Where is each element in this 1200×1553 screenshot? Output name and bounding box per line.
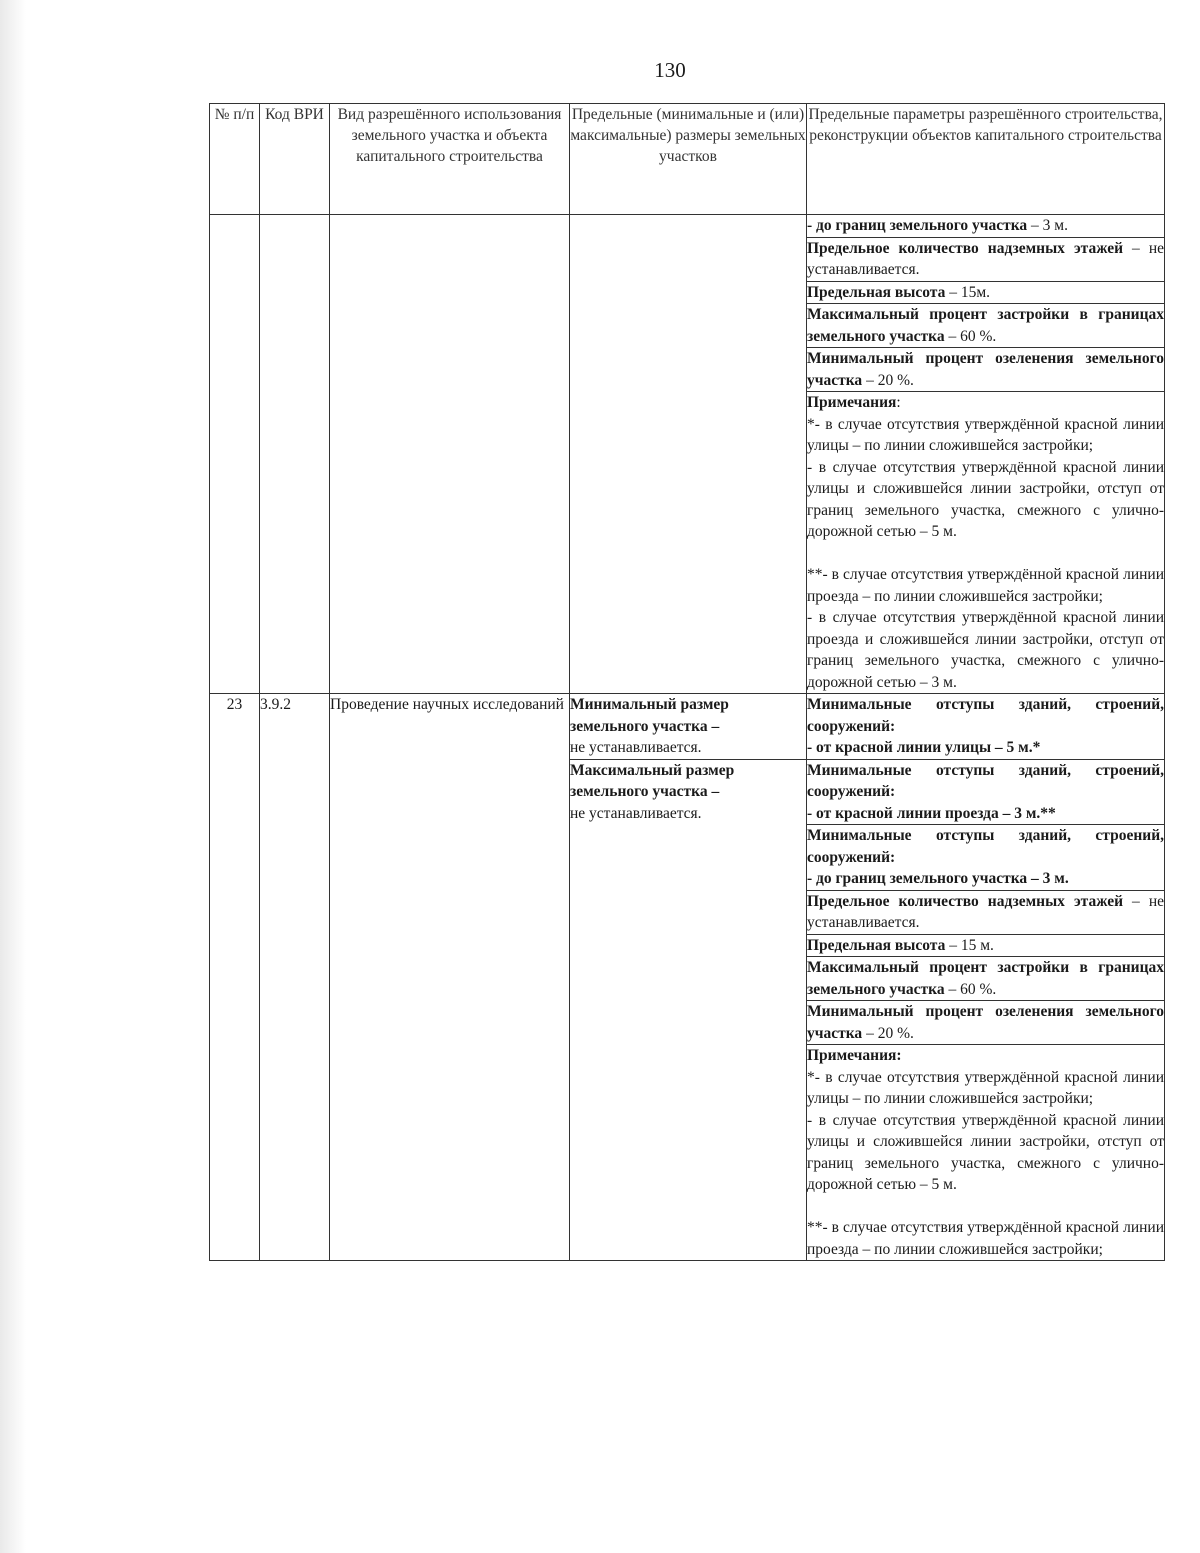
regulations-table (209, 103, 1165, 1261)
note-text: **- в случае отсутствия утверждённой красной линии проезда – по линии сложившейся застройки; (807, 1219, 1164, 1258)
cont-num-cell (210, 215, 260, 694)
param-cell: Минимальный процент озеленения земельного участка – 20 %. (807, 348, 1165, 392)
scan-edge-shadow (0, 0, 26, 1553)
param-cell: Предельная высота – 15м. (807, 281, 1165, 304)
row-kind: Проведение научных исследований (330, 694, 570, 1261)
notes-cell: Примечания: *- в случае отсутствия утверждённой красной линии улицы – по линии сложившейся застройки; - в случае отсутствия утверждённой красной линии улицы и сложившейся линии застройки, отступ от границ земельного участка, смежного с улично-дорожной сетью – 5 м. **- в случае отсутствия утверждённой красной линии проезда – по линии сложившейся застройки; - в случае отсутствия утверждённой красной линии проезда и сложившейся линии застройки, отступ от границ земельного участка, смежного с улично-дорожной сетью – 3 м. (807, 392, 1165, 694)
min-size-cell: Минимальный размер земельного участка – не устанавливается. (570, 694, 807, 760)
notes-cell (807, 1045, 1165, 1261)
notes-title: Примечания: (807, 1047, 902, 1064)
table-row (210, 694, 1165, 760)
note-text: **- в случае отсутствия утверждённой красной линии проезда – по линии сложившейся застройки; (807, 566, 1164, 605)
param-cell: Минимальные отступы зданий, строений, сооружений: - от красной линии улицы – 5 м.* (807, 694, 1165, 760)
param-cell: Предельная высота – 15 м. (807, 934, 1165, 957)
param-cell: Минимальные отступы зданий, строений, сооружений: - от красной линии проезда – 3 м.** (807, 759, 1165, 825)
note-text: *- в случае отсутствия утверждённой красной линии улицы – по линии сложившейся застройки; (807, 415, 1164, 454)
param-cell: Минимальный процент озеленения земельного участка – 20 %. (807, 1001, 1165, 1045)
row-num: 23 (210, 694, 260, 1261)
header-num: № п/п (210, 104, 260, 215)
param-cell: - до границ земельного участка – 3 м. (807, 215, 1165, 238)
table-row (210, 215, 1165, 238)
cont-kind-cell (330, 215, 570, 694)
table-header-row (210, 104, 1165, 215)
max-size-cell: Максимальный размер земельного участка – не устанавливается. (570, 759, 807, 1261)
header-params: Предельные параметры разрешённого строительства, реконструкции объектов капитального строительства (807, 104, 1165, 215)
header-code: Код ВРИ (260, 104, 330, 215)
note-text: - в случае отсутствия утверждённой красной линии улицы и сложившейся линии застройки, отступ от границ земельного участка, смежного с улично-дорожной сетью – 5 м. (807, 1111, 1164, 1193)
param-cell: Предельное количество надземных этажей – не устанавливается. (807, 237, 1165, 281)
header-size: Предельные (минимальные и (или) максимальные) размеры земельных участков (570, 104, 807, 215)
note-text: - в случае отсутствия утверждённой красной линии проезда и сложившейся линии застройки, отступ от границ земельного участка, смежного с улично-дорожной сетью – 3 м. (807, 609, 1164, 691)
param-cell: Максимальный процент застройки в границах земельного участка – 60 %. (807, 957, 1165, 1001)
row-code: 3.9.2 (260, 694, 330, 1261)
param-cell: Предельное количество надземных этажей – не устанавливается. (807, 890, 1165, 934)
note-text: - в случае отсутствия утверждённой красной линии улицы и сложившейся линии застройки, отступ от границ земельного участка, смежного с улично-дорожной сетью – 5 м. (807, 458, 1164, 540)
cont-size-cell (570, 215, 807, 694)
param-cell: Максимальный процент застройки в границах земельного участка – 60 %. (807, 304, 1165, 348)
header-kind: Вид разрешённого использования земельного участка и объекта капитального строительства (330, 104, 570, 215)
cont-code-cell (260, 215, 330, 694)
param-cell: Минимальные отступы зданий, строений, сооружений: - до границ земельного участка – 3 м. (807, 825, 1165, 891)
page-number: 130 (654, 58, 686, 82)
notes-title: Примечания (807, 394, 897, 411)
note-text: *- в случае отсутствия утверждённой красной линии улицы – по линии сложившейся застройки; (807, 1068, 1164, 1107)
